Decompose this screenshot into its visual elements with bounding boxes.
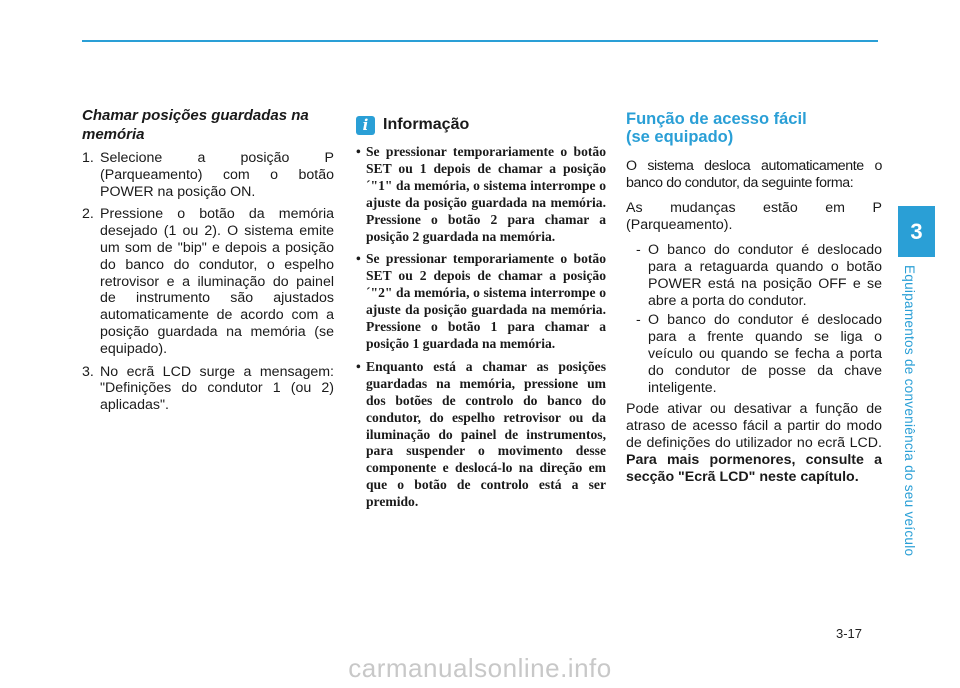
dash-text: O banco do condutor é deslocado para a retaguarda quando o botão POWER está na posição OFF e se abre a porta do condutor.: [648, 242, 882, 309]
bullet-dot: •: [356, 358, 361, 374]
right-column: [626, 106, 882, 494]
info-header: [356, 114, 606, 136]
bullet-text: Enquanto está a chamar as posições guardadas na memória, pressione um dos botões de controlo do banco do condutor, do espelho retrovisor ou da iluminação do painel de instrumentos, para suspender o movimento desse componente e deslocá-lo na direção em que o botão de controlo está a ser premido.: [366, 358, 606, 510]
step-text: Selecione a posição P (Parqueamento) com o botão POWER na posição ON.: [100, 150, 334, 200]
info-bullet-item: [356, 251, 606, 352]
section-title-memory: Chamar posições guardadas na memória: [82, 107, 309, 143]
info-bullet-item: [356, 359, 606, 511]
bullet-dot: •: [356, 251, 361, 267]
chapter-title-text: Equipamentos de conveniência do seu veículo: [902, 265, 917, 557]
step-number: 2.: [82, 206, 94, 223]
step-number: 3.: [82, 363, 94, 380]
final-text: Pode ativar ou desativar a função de atraso de acesso fácil a partir do modo de definições do utilizador no ecrã LCD.: [626, 401, 882, 451]
bullet-text: Se pressionar temporariamente o botão SET ou 1 depois de chamar a posição ´"1" da memória, o sistema interrompe o ajuste da posição guardada na memória. Pressione o botão 2 para chamar a posição 2 guardada na memória.: [366, 144, 606, 244]
final-bold-text: Para mais pormenores, consulte a secção "Ecrã LCD" neste capítulo.: [626, 452, 882, 485]
info-title: Informação: [383, 116, 470, 133]
title-line-2: (se equipado): [626, 128, 734, 146]
dash-item: [626, 312, 882, 397]
dash-marker: -: [636, 242, 641, 258]
watermark: carmanualsonline.info: [348, 653, 612, 683]
dash-list: [626, 242, 882, 397]
chapter-number-tab: 3: [898, 206, 935, 257]
bullet-dot: •: [356, 144, 361, 159]
changes-paragraph: As mudanças estão em P (Parqueamento).: [626, 200, 882, 233]
step-item: [82, 150, 334, 200]
dash-text: O banco do condutor é deslocado para a frente quando se liga o veículo ou quando se fecha a porta do condutor de posse da chave inteligente.: [648, 312, 882, 396]
chapter-title-vertical: [902, 265, 929, 557]
section-title-easy-access: [626, 110, 882, 146]
step-number: 1.: [82, 150, 94, 166]
intro-paragraph: O sistema desloca automaticamente o banco do condutor, da seguinte forma:: [626, 158, 882, 191]
final-paragraph: [626, 401, 882, 486]
step-text: No ecrã LCD surge a mensagem: "Definições do condutor 1 (ou 2) aplicadas".: [100, 363, 334, 414]
left-column: [82, 106, 334, 420]
step-item: [82, 206, 334, 357]
page-number: 3-17: [836, 626, 863, 641]
step-item: [82, 364, 334, 414]
step-text: Pressione o botão da memória desejado (1 ou 2). O sistema emite um som de "bip" e depois a posição do banco do condutor, o espelho retrovisor e a iluminação do painel de instrumento são ajustados automaticamente de acordo com a posição guardada na memória (se equipado).: [100, 206, 334, 357]
dash-marker: -: [636, 312, 641, 328]
info-bullet-item: [356, 144, 606, 245]
title-line-1: Função de acesso fácil: [626, 110, 807, 128]
info-bullets: [356, 144, 606, 511]
header-rule: [82, 40, 878, 42]
dash-item: [626, 242, 882, 310]
bullet-text: Se pressionar temporariamente o botão SET ou 2 depois de chamar a posição ´"2" da memória, o sistema interrompe o ajuste da posição guardada na memória. Pressione o botão 1 para chamar a posição 1 guardada na memória.: [366, 251, 606, 351]
numbered-steps: [82, 150, 334, 414]
info-column: [356, 106, 606, 517]
info-icon: i: [356, 116, 375, 135]
